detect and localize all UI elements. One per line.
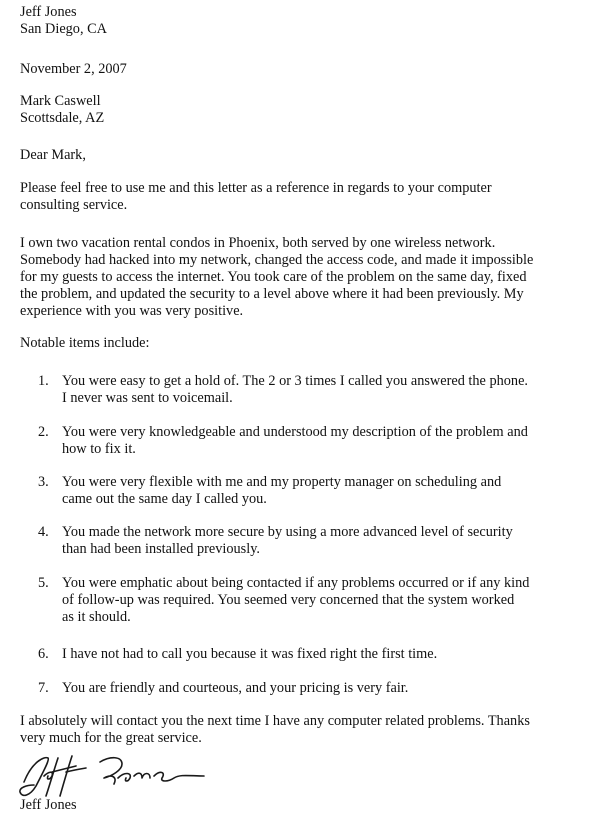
list-item-line: You were very knowledgeable and understood my description of the problem and (62, 424, 528, 440)
list-item-line: You made the network more secure by using a more advanced level of security (62, 524, 513, 540)
list-item-line: I never was sent to voicemail. (62, 390, 233, 406)
date-text: November 2, 2007 (20, 61, 127, 77)
list-number: 3. (38, 474, 49, 490)
list-number: 7. (38, 680, 49, 696)
body-paragraph (20, 235, 580, 320)
list-item-line: You were emphatic about being contacted if any problems occurred or if any kind (62, 575, 530, 591)
signature-name (20, 797, 77, 814)
list-number: 4. (38, 524, 49, 540)
body-line: I own two vacation rental condos in Phoenix, both served by one wireless network. (20, 235, 496, 251)
salutation (20, 147, 585, 164)
recipient-block (20, 93, 585, 127)
closing-paragraph (20, 713, 580, 747)
body-line: for my guests to access the internet. You took care of the problem on the same day, fixed (20, 269, 527, 285)
signature-image (14, 752, 224, 800)
letter-date (20, 61, 585, 78)
salutation-text: Dear Mark, (20, 147, 86, 163)
list-item-line: how to fix it. (62, 441, 136, 457)
list-item-line: came out the same day I called you. (62, 491, 267, 507)
list-item-line: You were very flexible with me and my property manager on scheduling and (62, 474, 502, 490)
list-item-line: of follow-up was required. You seemed very concerned that the system worked (62, 592, 515, 608)
list-number: 2. (38, 424, 49, 440)
list-item-line: as it should. (62, 609, 131, 625)
body-line: Somebody had hacked into my network, changed the access code, and made it impossible (20, 252, 534, 268)
sender-name: Jeff Jones (20, 4, 77, 20)
list-item-line: You were easy to get a hold of. The 2 or 3 times I called you answered the phone. (62, 373, 528, 389)
notable-heading-text: Notable items include: (20, 335, 150, 351)
list-number: 1. (38, 373, 49, 389)
body-line: the problem, and updated the security to a level above where it had been previously. My (20, 286, 524, 302)
intro-line: consulting service. (20, 197, 128, 213)
notable-heading (20, 335, 585, 352)
recipient-location: Scottsdale, AZ (20, 110, 105, 126)
list-number: 6. (38, 646, 49, 662)
intro-paragraph (20, 180, 580, 214)
sender-block (20, 4, 585, 38)
list-item-line: I have not had to call you because it was fixed right the first time. (62, 646, 438, 662)
body-line: experience with you was very positive. (20, 303, 244, 319)
sender-location: San Diego, CA (20, 21, 107, 37)
list-item-line: You are friendly and courteous, and your pricing is very fair. (62, 680, 409, 696)
recipient-name: Mark Caswell (20, 93, 101, 109)
list-number: 5. (38, 575, 49, 591)
closing-line: I absolutely will contact you the next time I have any computer related problems. Thanks (20, 713, 530, 729)
closing-line: very much for the great service. (20, 730, 202, 746)
signature-name-text: Jeff Jones (20, 797, 77, 813)
intro-line: Please feel free to use me and this letter as a reference in regards to your computer (20, 180, 492, 196)
list-item-line: than had been installed previously. (62, 541, 260, 557)
